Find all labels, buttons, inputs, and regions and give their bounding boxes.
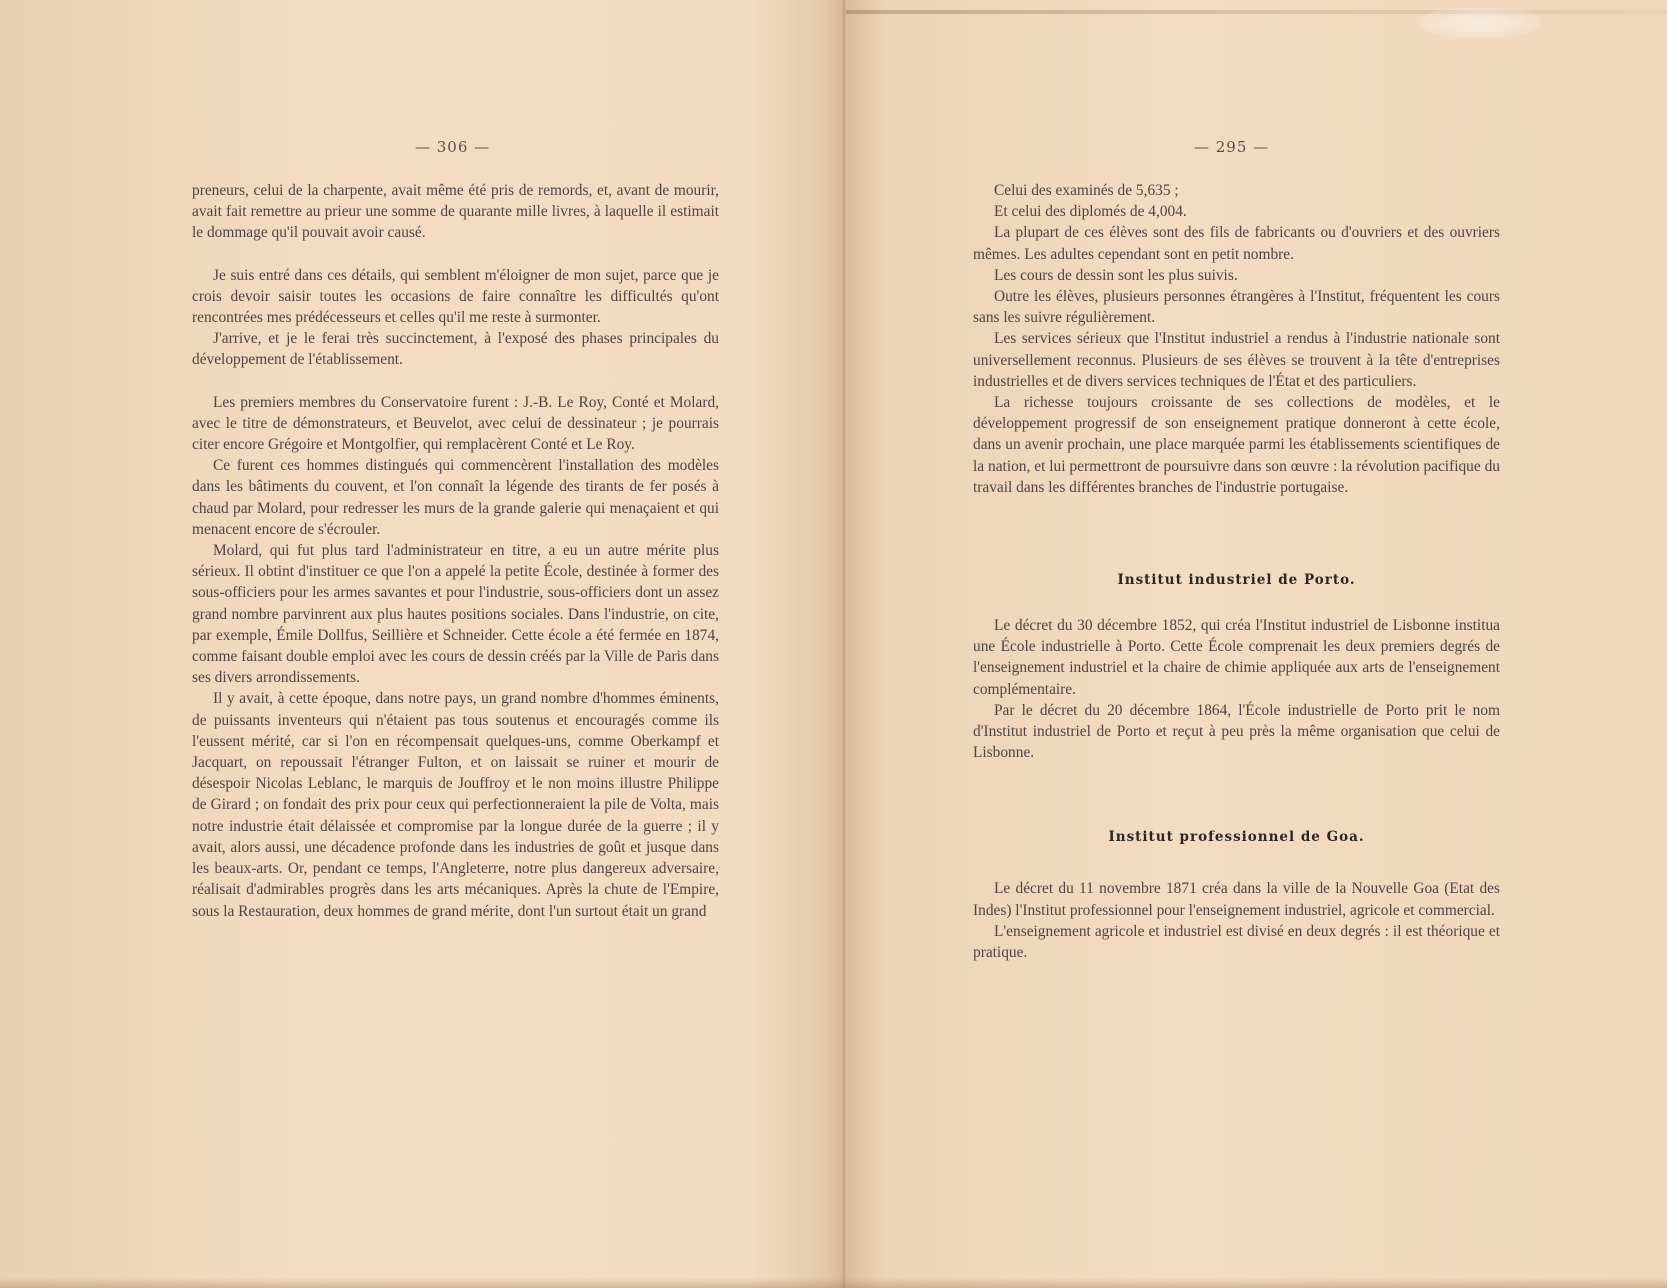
paragraph: Je suis entré dans ces détails, qui semblent m'éloigner de mon sujet, parce que je crois devoir saisir toutes les occasions de faire connaître les difficultés qu'ont rencontrées mes prédécesseurs et celles qu'il me reste à surmonter. — [192, 266, 719, 327]
paragraph: Les cours de dessin sont les plus suivis. — [994, 266, 1238, 284]
paragraph: La plupart de ces élèves sont des fils de fabricants ou d'ouvriers et des ouvriers mêmes. Les adultes cependant sont en petit nombre. — [973, 224, 1500, 263]
section-heading-porto: Institut industriel de Porto. — [1117, 572, 1356, 589]
paragraph: L'enseignement agricole et industriel est divisé en deux degrés : il est théorique et pratique. — [973, 922, 1500, 962]
right-page-body — [973, 180, 1500, 963]
paragraph: Molard, qui fut plus tard l'administrateur en titre, a eu un autre mérite plus sérieux. Il obtint d'instituer ce que l'on a appelé la petite École, destinée à former des sous-officiers pour les armes savantes et pour l'industrie, sous-officiers dont un assez grand nombre parvinrent aux plus hautes positions sociales. Dans l'industrie, on cite, par exemple, Émile Dollfus, Seillière et Schneider. Cette école a été fermée en 1874, comme faisant double emploi avec les cours de dessin créés par la Ville de Paris dans ses divers arrondissements. — [192, 542, 719, 687]
paragraph: Les services sérieux que l'Institut industriel a rendus à l'industrie nationale sont universellement reconnus. Plusieurs de ses élèves se trouvent à la tête d'entreprises industrielles et de divers services techniques de l'État et des particuliers. — [973, 330, 1500, 390]
paragraph: Outre les élèves, plusieurs personnes étrangères à l'Institut, fréquentent les cours sans les suivre régulièrement. — [973, 288, 1500, 327]
left-page-body — [192, 180, 719, 922]
section-heading-goa: Institut professionnel de Goa. — [1108, 829, 1365, 846]
paragraph: preneurs, celui de la charpente, avait même été pris de remords, et, avant de mourir, avait fait remettre au prieur une somme de quarante mille livres, à laquelle il estimait le dommage qu'il pouvait avoir causé. — [192, 182, 719, 242]
paragraph: Celui des examinés de 5,635 ; — [994, 182, 1179, 199]
paragraph: Le décret du 11 novembre 1871 créa dans la ville de la Nouvelle Goa (Etat des Indes) l'Institut professionnel pour l'enseignement industriel, agricole et commercial. — [973, 880, 1500, 919]
left-page-number: — 306 — — [415, 138, 491, 156]
right-page — [846, 0, 1667, 1288]
paragraph: Les premiers membres du Conservatoire furent : J.-B. Le Roy, Conté et Molard, avec le titre de démonstrateurs, et Beuvelot, avec celui de dessinateur ; je pourrais citer encore Grégoire et Montgolfier, qui remplacèrent Conté et Le Roy. — [192, 393, 719, 454]
paragraph: Par le décret du 20 décembre 1864, l'École industrielle de Porto prit le nom d'Institut industriel de Porto et reçut à peu près la même organisation que celui de Lisbonne. — [973, 701, 1500, 762]
paragraph: Il y avait, à cette époque, dans notre pays, un grand nombre d'hommes éminents, de puissants inventeurs qui n'étaient pas tous soutenus et encouragés comme ils l'eussent mérité, car si l'on en récompensait quelques-uns, comme Oberkampf et Jacquart, on repoussait l'étranger Fulton, et on laissait se ruiner et mourir de désespoir Nicolas Leblanc, le marquis de Jouffroy et le non moins illustre Philippe de Girard ; on fondait des prix pour ceux qui perfectionneraient la pile de Volta, mais notre industrie était délaissée et compromise par la longue durée de la guerre ; il y avait, alors aussi, une décadence profonde dans les industries de goût et jusque dans les beaux-arts. Or, pendant ce temps, l'Angleterre, notre plus dangereux adversaire, réalisait d'admirables progrès dans les arts mécaniques. Après la chute de l'Empire, sous la Restauration, deux hommes de grand mérite, dont l'un surtout était un grand — [192, 690, 719, 920]
paragraph: Et celui des diplomés de 4,004. — [994, 203, 1187, 221]
paragraph: Le décret du 30 décembre 1852, qui créa l'Institut industriel de Lisbonne institua une École industrielle à Porto. Cette École comprenait les deux premiers degrés de l'enseignement industriel et la chaire de chimie appliquée aux arts de l'enseignement complémentaire. — [973, 617, 1500, 698]
right-page-number: — 295 — — [1194, 138, 1270, 156]
paragraph: J'arrive, et je le ferai très succinctement, à l'exposé des phases principales du développement de l'établissement. — [192, 330, 719, 369]
paragraph: La richesse toujours croissante de ses collections de modèles, et le développement progressif de son enseignement pratique donneront à cette école, dans un avenir prochain, une place marquée parmi les établissements scientifiques de la nation, et lui permettront de poursuivre dans son œuvre : la révolution pacifique du travail dans les différentes branches de l'industrie portugaise. — [973, 394, 1500, 496]
paragraph: Ce furent ces hommes distingués qui commencèrent l'installation des modèles dans les bâtiments du couvent, et l'on connaît la légende des tirants de fer posés à chaud par Molard, pour redresser les murs de la grande galerie qui menaçaient et qui menacent encore de s'écrouler. — [192, 457, 719, 538]
